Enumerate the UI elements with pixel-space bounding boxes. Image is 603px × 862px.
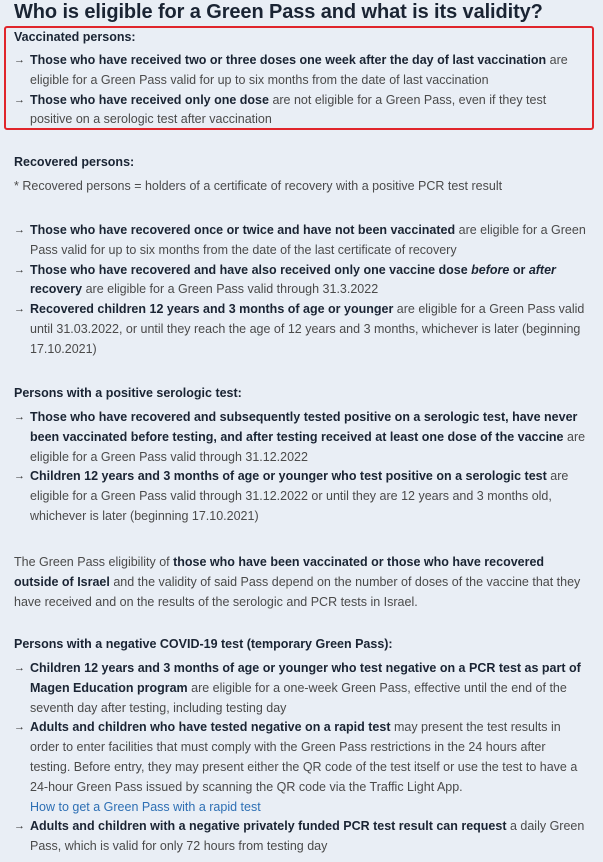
vaccinated-list (14, 51, 589, 130)
negative-heading: Persons with a negative COVID-19 test (temporary Green Pass): (14, 637, 393, 651)
arrow-icon: → (14, 54, 25, 66)
arrow-icon: → (14, 662, 25, 674)
list-item: → Those who have received two or three doses one week after the day of last vaccination are eligible for a Green Pass valid for up to six months from the date of last vaccination (14, 53, 568, 87)
list-item: → Those who have recovered and have also received only one vaccine dose before or after recovery are eligible for a Green Pass valid through 31.3.2022 (14, 262, 556, 297)
arrow-icon: → (14, 224, 25, 236)
arrow-icon: → (14, 411, 25, 423)
list-item: → Adults and children who have tested negative on a rapid test may present the test results in order to enter facilities that must comply with the Green Pass restrictions in the 24 hours after testing. Before entry, they may present either the QR code of the test itself or use the test to have a 24-hour Green Pass issued by scanning the QR code via the Traffic Light App. How to get a Green Pass with a rapid test (14, 720, 578, 814)
serologic-heading: Persons with a positive serologic test: (14, 386, 242, 400)
serologic-list (14, 408, 589, 527)
list-item: → Those who have recovered once or twice and have not been vaccinated are eligible for a Green Pass valid for up to six months from the date of the last certificate of recovery (14, 223, 586, 257)
arrow-icon: → (14, 263, 25, 276)
page-title: Who is eligible for a Green Pass and what is its validity? (14, 1, 543, 23)
list-item: → Adults and children with a negative privately funded PCR test result can request a daily Green Pass, which is valid for only 72 hours from testing day (14, 819, 585, 854)
list-item: → Those who have received only one dose are not eligible for a Green Pass, even if they test positive on a serologic test after vaccination (14, 92, 547, 127)
vaccinated-heading: Vaccinated persons: (14, 30, 136, 44)
abroad-paragraph: The Green Pass eligibility of those who have been vaccinated or those who have recovered outside of Israel and the validity of said Pass depend on the number of doses of the vaccine that they have received and on the results of the serologic and PCR tests in Israel. (14, 555, 581, 609)
recovered-note: * Recovered persons = holders of a certificate of recovery with a positive PCR test result (14, 179, 503, 193)
arrow-icon: → (14, 820, 25, 833)
negative-list (14, 659, 589, 857)
rapid-test-link[interactable]: How to get a Green Pass with a rapid test (30, 799, 261, 814)
list-item: → Children 12 years and 3 months of age or younger who test positive on a serologic test are eligible for a Green Pass valid through 31.12.2022 or until they are 12 years and 3 months old, whichever is later (beginning 17.10.2021) (14, 469, 569, 523)
list-item: → Children 12 years and 3 months of age or younger who test negative on a PCR test as part of Magen Education program are eligible for a one-week Green Pass, effective until the end of the seventh day after testing, including testing day (14, 661, 581, 715)
list-item: → Recovered children 12 years and 3 months of age or younger are eligible for a Green Pass valid until 31.03.2022, or until they reach the age of 12 years and 3 months, whichever is later (beginning 17.10.2021) (14, 302, 585, 356)
recovered-list (14, 221, 589, 360)
recovered-heading: Recovered persons: (14, 155, 135, 169)
list-item: → Those who have recovered and subsequently tested positive on a serologic test, have never been vaccinated before testing, and after testing received at least one dose of the vaccine are eligible for a Green Pass valid through 31.12.2022 (14, 410, 586, 464)
arrow-icon: → (14, 93, 25, 106)
arrow-icon: → (14, 470, 25, 483)
arrow-icon: → (14, 721, 25, 734)
arrow-icon: → (14, 303, 25, 316)
